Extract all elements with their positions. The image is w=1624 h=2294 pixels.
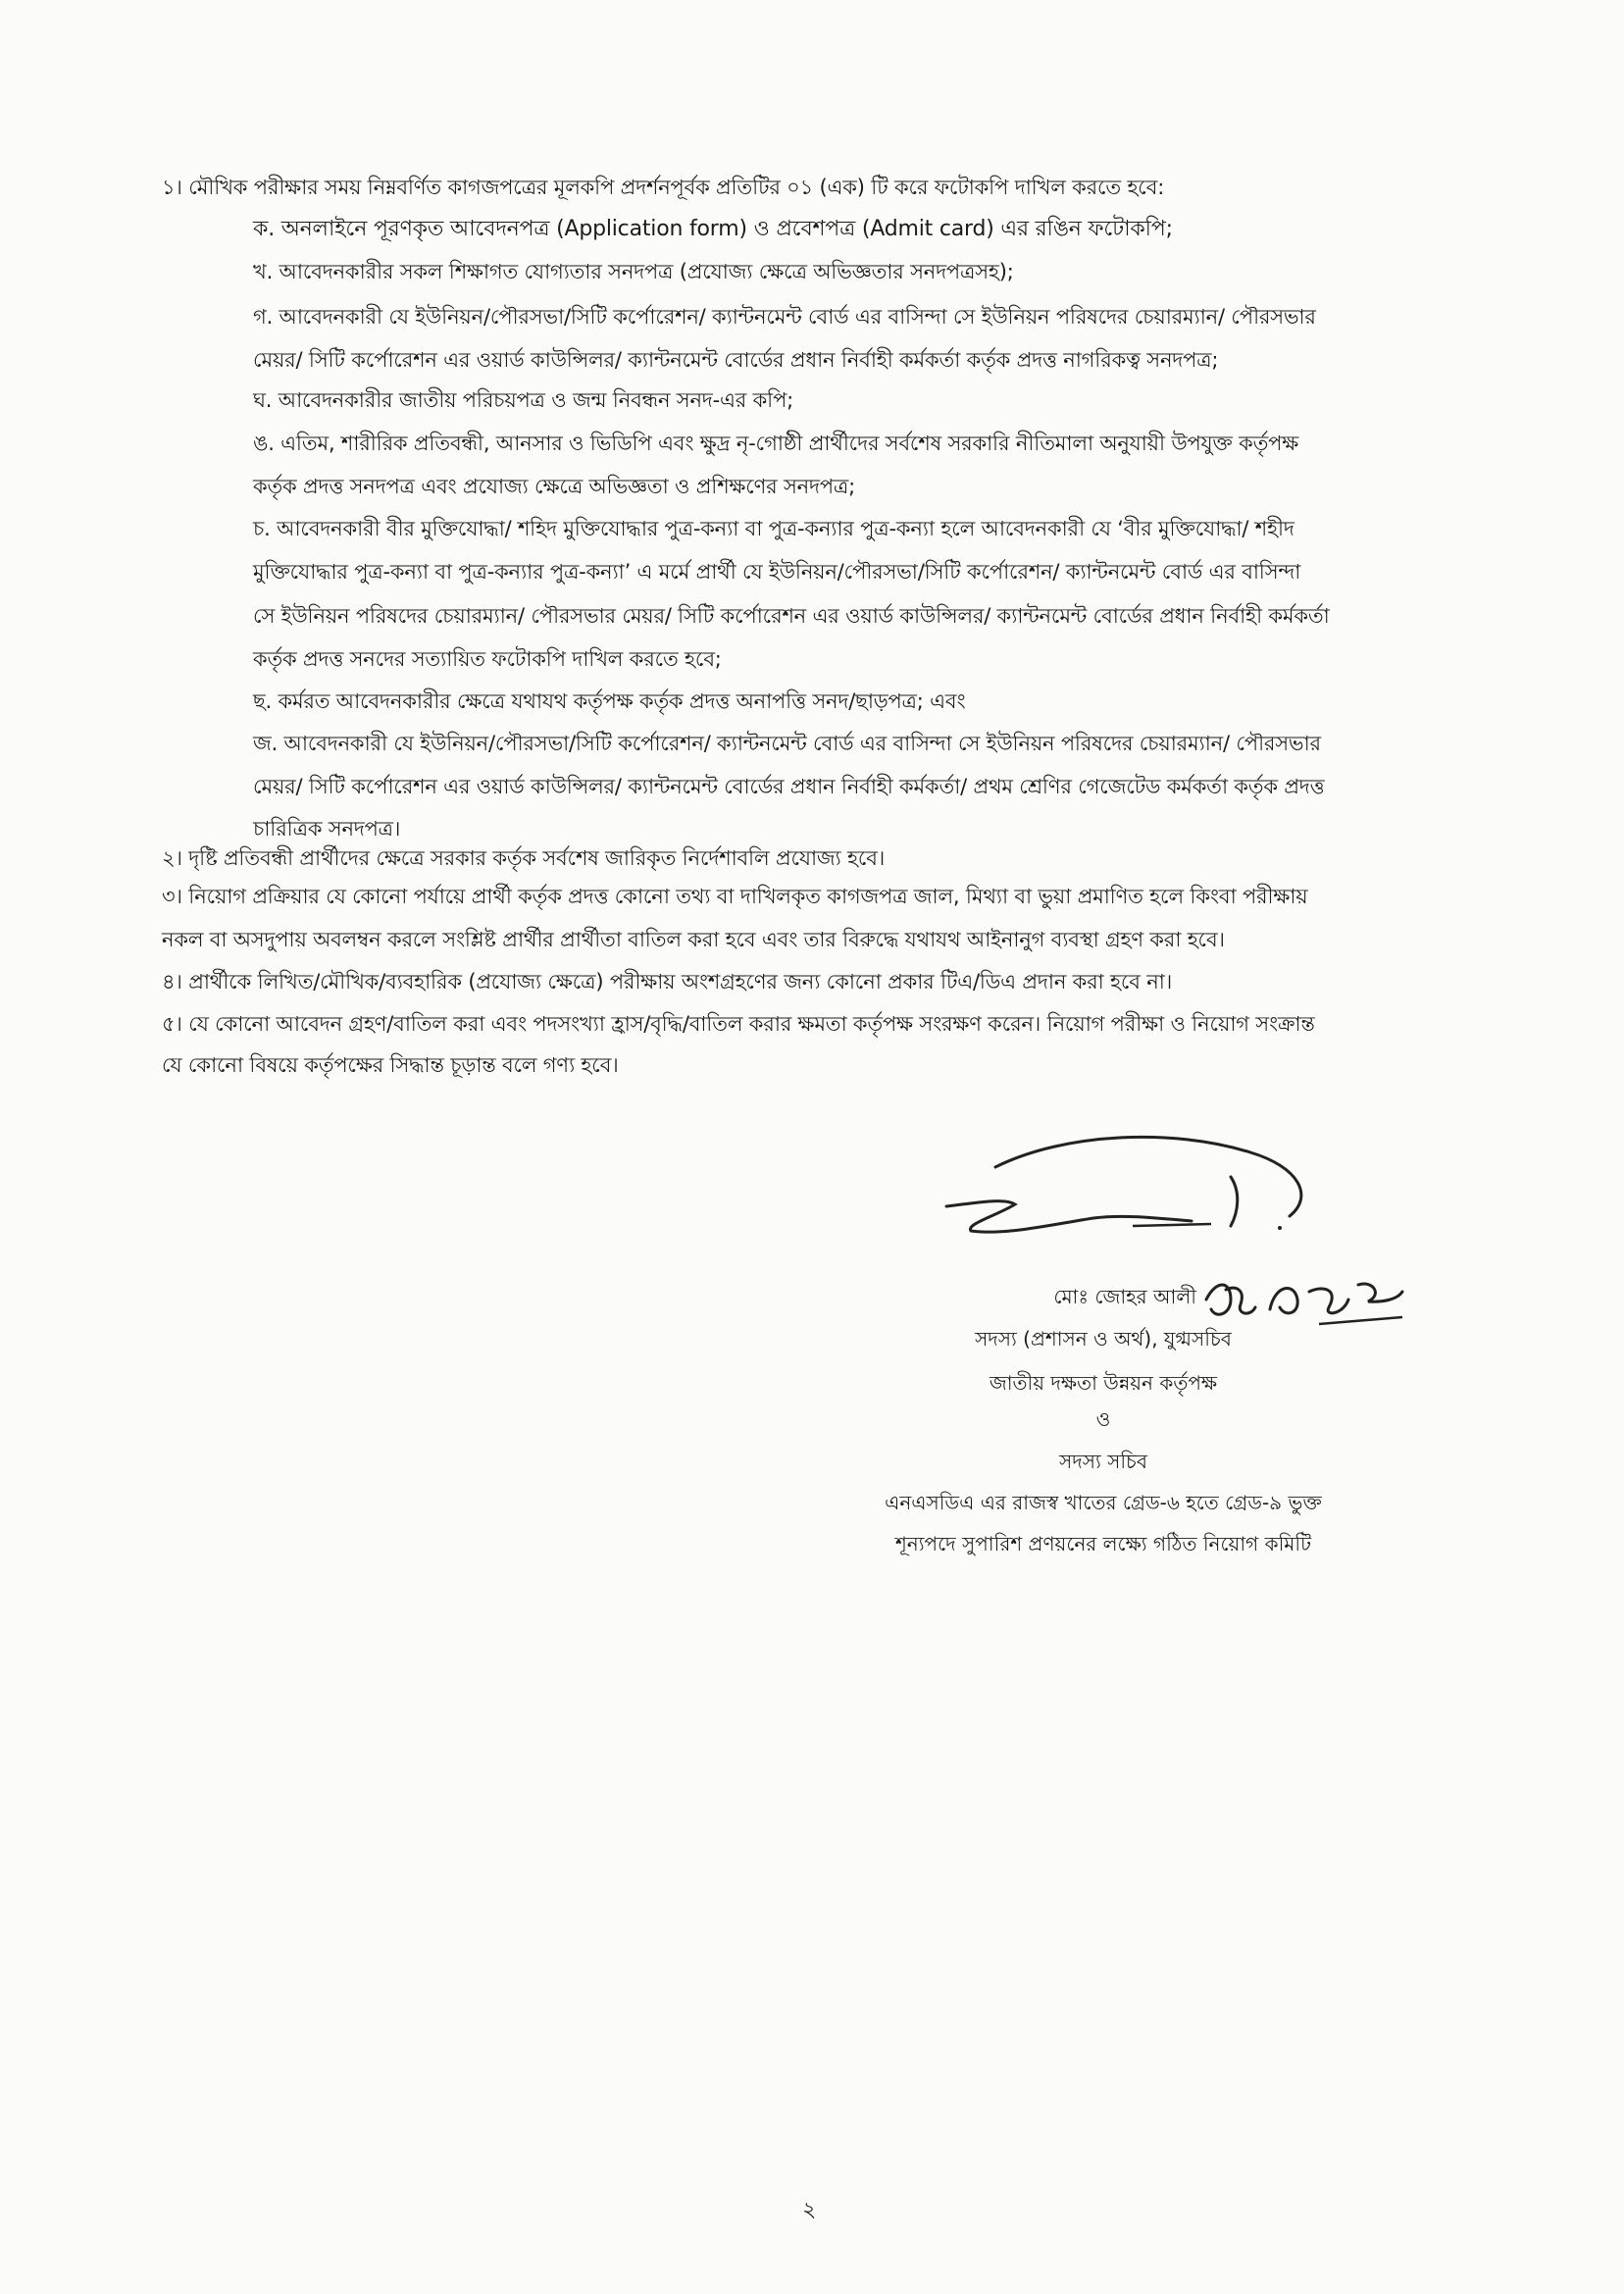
item-1-ca-line4: কর্তৃক প্রদত্ত সনদের সত্যায়িত ফটোকপি দাখিল করতে হবে; xyxy=(253,647,722,671)
item-1-ca-line1: চ. আবেদনকারী বীর মুক্তিযোদ্ধা/ শহিদ মুক্তিযোদ্ধার পুত্র-কন্যা বা পুত্র-কন্যার পুত্র-কন্যা হলে আবেদনকারী যে ‘বীর মুক্তিযোদ্ধা/ শহীদ xyxy=(253,517,1294,540)
item-1-ca-line3: সে ইউনিয়ন পরিষদের চেয়ারম্যান/ পৌরসভার মেয়র/ সিটি কর্পোরেশন এর ওয়ার্ড কাউন্সিলর/ ক্যান্টনমেন্ট বোর্ডের প্রধান নির্বাহী কর্মকর্তা xyxy=(253,604,1330,628)
item-1-ja-line1: জ. আবেদনকারী যে ইউনিয়ন/পৌরসভা/সিটি কর্পোরেশন/ ক্যান্টনমেন্ট বোর্ড এর বাসিন্দা সে ইউনিয়ন পরিষদের চেয়ারম্যান/ পৌরসভার xyxy=(253,732,1321,755)
signatory-role: সদস্য সচিব xyxy=(1059,1450,1147,1473)
handwritten-date xyxy=(1201,1270,1407,1329)
item-5-line2: যে কোনো বিষয়ে কর্তৃপক্ষের সিদ্ধান্ত চূড়ান্ত বলে গণ্য হবে। xyxy=(162,1053,619,1077)
item-1-ja-line3: চারিত্রিক সনদপত্র। xyxy=(253,817,401,841)
item-1-ka: ক. অনলাইনে পূরণকৃত আবেদনপত্র (Application form) ও প্রবেশপত্র (Admit card) এর রঙিন ফটোকপি; xyxy=(253,217,1173,241)
item-1-ga-line1: গ. আবেদনকারী যে ইউনিয়ন/পৌরসভা/সিটি কর্পোরেশন/ ক্যান্টনমেন্ট বোর্ড এর বাসিন্দা সে ইউনিয়ন পরিষদের চেয়ারম্যান/ পৌরসভার xyxy=(253,305,1316,329)
item-1-uma-line1: ঙ. এতিম, শারীরিক প্রতিবন্ধী, আনসার ও ভিডিপি এবং ক্ষুদ্র নৃ-গোষ্ঠী প্রার্থীদের সর্বশেষ সরকারি নীতিমালা অনুযায়ী উপযুক্ত কর্তৃপক্ষ xyxy=(253,432,1299,455)
item-1-ca-line2: মুক্তিযোদ্ধার পুত্র-কন্যা বা পুত্র-কন্যার পুত্র-কন্যা’ এ মর্মে প্রার্থী যে ইউনিয়ন/পৌরসভা/সিটি কর্পোরেশন/ ক্যান্টনমেন্ট বোর্ড এর বাসিন্দা xyxy=(253,560,1301,584)
signatory-organization: জাতীয় দক্ষতা উন্নয়ন কর্তৃপক্ষ xyxy=(989,1371,1218,1395)
handwritten-signature xyxy=(927,1108,1339,1285)
item-4: ৪। প্রার্থীকে লিখিত/মৌখিক/ব্যবহারিক (প্রযোজ্য ক্ষেত্রে) পরীক্ষায় অংশগ্রহণের জন্য কোনো প্রকার টিএ/ডিএ প্রদান করা হবে না। xyxy=(162,970,1173,994)
signatory-name: মোঃ জোহর আলী xyxy=(1053,1285,1196,1308)
committee-line-1: এনএসডিএ এর রাজস্ব খাতের গ্রেড-৬ হতে গ্রেড-৯ ভুক্ত xyxy=(885,1491,1322,1514)
item-5-line1: ৫। যে কোনো আবেদন গ্রহণ/বাতিল করা এবং পদসংখ্যা হ্রাস/বৃদ্ধি/বাতিল করার ক্ষমতা কর্তৃপক্ষ সংরক্ষণ করেন। নিয়োগ পরীক্ষা ও নিয়োগ সংক্রান্ত xyxy=(162,1012,1315,1036)
item-1-ga-line2: মেয়র/ সিটি কর্পোরেশন এর ওয়ার্ড কাউন্সিলর/ ক্যান্টনমেন্ট বোর্ডের প্রধান নির্বাহী কর্মকর্তা কর্তৃক প্রদত্ত নাগরিকত্ব সনদপত্র; xyxy=(253,348,1219,372)
item-1-ja-line2: মেয়র/ সিটি কর্পোরেশন এর ওয়ার্ড কাউন্সিলর/ ক্যান্টনমেন্ট বোর্ডের প্রধান নির্বাহী কর্মকর্তা/ প্রথম শ্রেণির গেজেটেড কর্মকর্তা কর্তৃক প্রদত্ত xyxy=(253,775,1325,798)
item-3-line2: নকল বা অসদুপায় অবলম্বন করলে সংশ্লিষ্ট প্রার্থীর প্রার্থীতা বাতিল করা হবে এবং তার বিরুদ্ধে যথাযথ আইনানুগ ব্যবস্থা গ্রহণ করা হবে। xyxy=(162,928,1225,951)
signatory-conjunction: ও xyxy=(1095,1407,1111,1431)
item-1-kha: খ. আবেদনকারীর সকল শিক্ষাগত যোগ্যতার সনদপত্র (প্রযোজ্য ক্ষেত্রে অভিজ্ঞতার সনদপত্রসহ); xyxy=(253,260,1014,283)
item-3-line1: ৩। নিয়োগ প্রক্রিয়ার যে কোনো পর্যায়ে প্রার্থী কর্তৃক প্রদত্ত কোনো তথ্য বা দাখিলকৃত কাগজপত্র জাল, মিথ্যা বা ভুয়া প্রমাণিত হলে কিংবা পরীক্ষায় xyxy=(162,885,1308,908)
signatory-designation: সদস্য (প্রশাসন ও অর্থ), যুগ্মসচিব xyxy=(975,1327,1232,1351)
item-1-heading: ১। মৌখিক পরীক্ষার সময় নিম্নবর্ণিত কাগজপত্রের মূলকপি প্রদর্শনপূর্বক প্রতিটির ০১ (এক) টি করে ফটোকপি দাখিল করতে হবে: xyxy=(162,176,1165,199)
item-2: ২। দৃষ্টি প্রতিবন্ধী প্রার্থীদের ক্ষেত্রে সরকার কর্তৃক সর্বশেষ জারিকৃত নির্দেশাবলি প্রযোজ্য হবে। xyxy=(162,846,886,870)
page-number: ২ xyxy=(802,2198,817,2222)
item-1-uma-line2: কর্তৃক প্রদত্ত সনদপত্র এবং প্রযোজ্য ক্ষেত্রে অভিজ্ঞতা ও প্রশিক্ষণের সনদপত্র; xyxy=(253,475,856,498)
committee-line-2: শূন্যপদে সুপারিশ প্রণয়নের লক্ষ্যে গঠিত নিয়োগ কমিটি xyxy=(894,1532,1312,1555)
item-1-gha: ঘ. আবেদনকারীর জাতীয় পরিচয়পত্র ও জন্ম নিবন্ধন সনদ-এর কপি; xyxy=(253,388,794,412)
item-1-cha: ছ. কর্মরত আবেদনকারীর ক্ষেত্রে যথাযথ কর্তৃপক্ষ কর্তৃক প্রদত্ত অনাপত্তি সনদ/ছাড়পত্র; এবং xyxy=(253,689,966,713)
